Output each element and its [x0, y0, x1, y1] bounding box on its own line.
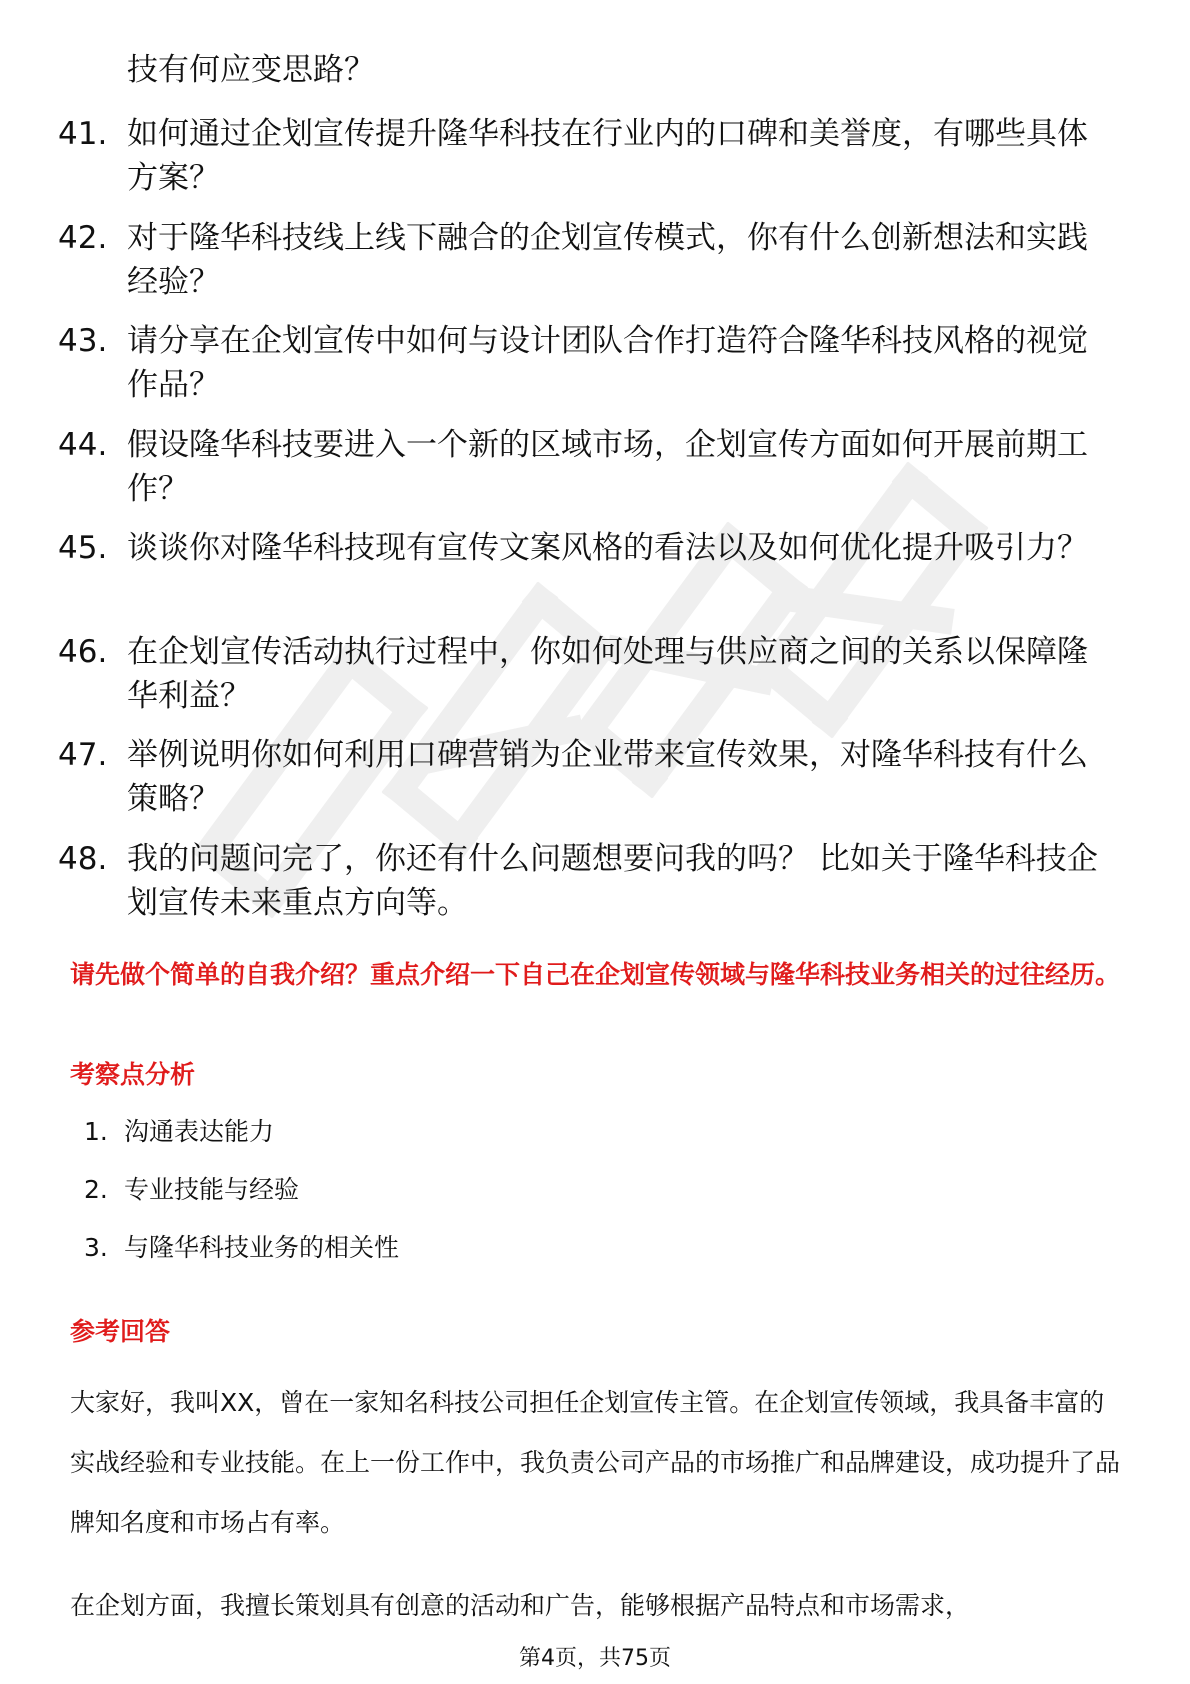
question-number: 43.	[58, 323, 108, 359]
question-text: 我的问题问完了，你还有什么问题想要问我的吗？ 比如关于隆华科技企划宣传未来重点方向等。	[127, 840, 1098, 921]
analysis-point	[84, 1231, 399, 1289]
analysis-point	[84, 1173, 399, 1231]
point-text: 与隆华科技业务的相关性	[124, 1233, 400, 1262]
question-text: 假设隆华科技要进入一个新的区域市场，企划宣传方面如何开展前期工作？	[127, 426, 1088, 507]
question-text: 举例说明你如何利用口碑营销为企业带来宣传效果，对隆华科技有什么策略？	[127, 737, 1088, 817]
analysis-heading: 考察点分析	[70, 1060, 196, 1089]
question-text: 请分享在企划宣传中如何与设计团队合作打造符合隆华科技风格的视觉作品？	[127, 323, 1088, 403]
question-number: 48.	[58, 840, 108, 877]
question-item	[58, 526, 1118, 630]
question-item	[58, 630, 1118, 734]
question-item	[58, 733, 1118, 837]
question-text: 如何通过企划宣传提升隆华科技在行业内的口碑和美誉度，有哪些具体方案？	[127, 116, 1088, 196]
question-text: 谈谈你对隆华科技现有宣传文案风格的看法以及如何优化提升吸引力？	[127, 530, 1088, 566]
question-item	[58, 837, 1118, 941]
question-item	[58, 112, 1118, 216]
page-footer: 第4页，共75页	[519, 1646, 671, 1671]
question-item	[58, 423, 1118, 527]
answer-heading: 参考回答	[70, 1317, 171, 1346]
question-number: 41.	[58, 116, 108, 152]
question-text: 在企划宣传活动执行过程中，你如何处理与供应商之间的关系以保障隆华利益？	[127, 633, 1088, 714]
question-continuation: 技有何应变思路？	[127, 52, 375, 88]
point-text: 专业技能与经验	[124, 1175, 300, 1204]
point-number: 3.	[84, 1233, 108, 1262]
question-item	[58, 319, 1118, 423]
question-item	[58, 216, 1118, 320]
question-number: 44.	[58, 426, 108, 463]
question-number: 47.	[58, 737, 108, 773]
analysis-points	[84, 1115, 399, 1289]
point-text: 沟通表达能力	[124, 1117, 275, 1146]
point-number: 2.	[84, 1175, 108, 1204]
answer-paragraph: 大家好，我叫XX，曾在一家知名科技公司担任企划宣传主管。在企划宣传领域，我具备丰富的实战经验和专业技能。在上一份工作中，我负责公司产品的市场推广和品牌建设，成功提升了品牌知名度和市场占有率。	[70, 1388, 1121, 1537]
answer-paragraph: 在企划方面，我擅长策划具有创意的活动和广告，能够根据产品特点和市场需求，	[70, 1591, 971, 1620]
analysis-point	[84, 1115, 399, 1173]
point-number: 1.	[84, 1117, 108, 1146]
question-list	[58, 112, 1118, 940]
question-text: 对于隆华科技线上线下融合的企划宣传模式，你有什么创新想法和实践经验？	[127, 219, 1088, 300]
question-number: 46.	[58, 633, 108, 670]
question-number: 45.	[58, 530, 108, 566]
highlighted-question: 请先做个简单的自我介绍？重点介绍一下自己在企划宣传领域与隆华科技业务相关的过往经历。	[70, 960, 1121, 989]
question-number: 42.	[58, 219, 108, 256]
